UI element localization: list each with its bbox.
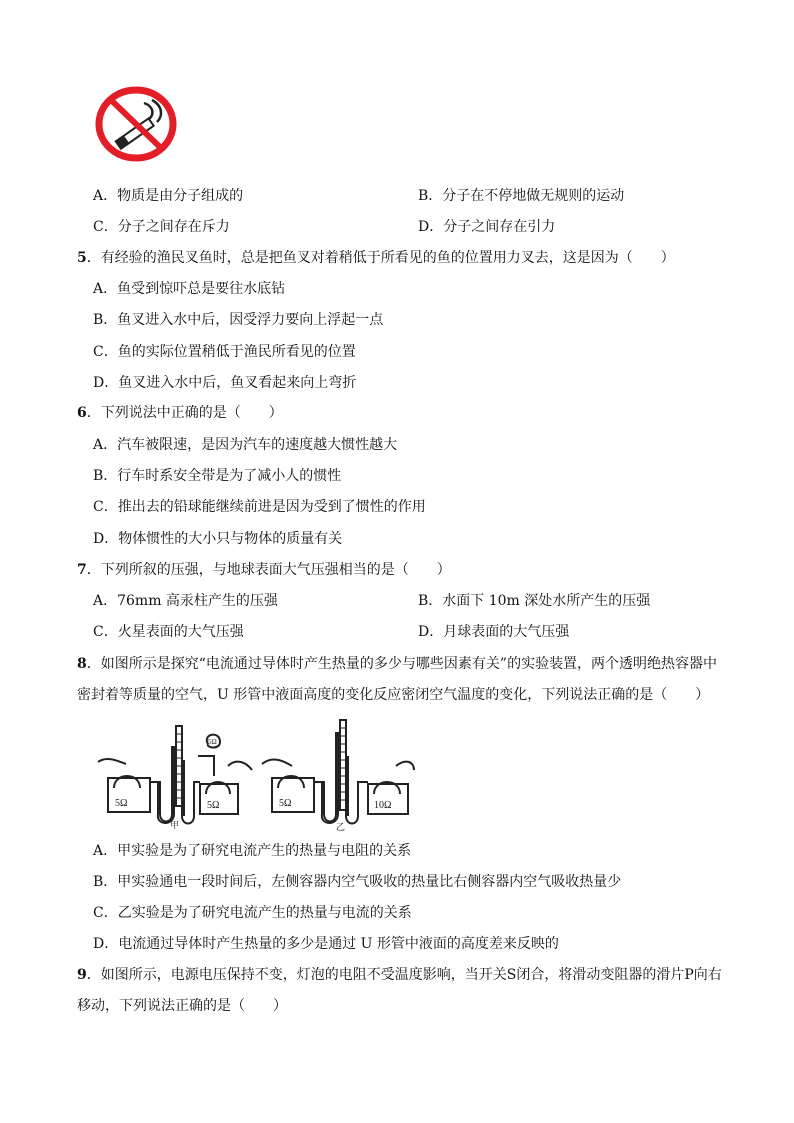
q8-option-d: D．电流通过导体时产生热量的多少是通过 U 形管中液面的高度差来反映的 bbox=[93, 936, 559, 952]
q7-stem-text: ．下列所叙的压强，与地球表面大气压强相当的是（ ） bbox=[86, 562, 451, 578]
q4-option-c: C．分子之间存在斥力 bbox=[93, 219, 230, 235]
resistor-5-left-yi: 5Ω bbox=[279, 798, 292, 809]
q8-apparatus-figure bbox=[96, 716, 416, 832]
q8-option-c: C．乙实验是为了研究电流产生的热量与电流的关系 bbox=[93, 905, 412, 921]
q5-stem bbox=[77, 248, 675, 268]
q6-option-b: B．行车时系安全带是为了减小人的惯性 bbox=[93, 468, 342, 484]
q7-stem bbox=[77, 560, 451, 580]
figure-label-yi: 乙 bbox=[336, 823, 346, 832]
q4-option-d: D．分子之间存在引力 bbox=[418, 219, 556, 235]
q8-stem-text-1: ．如图所示是探究“电流通过导体时产生热量的多少与哪些因素有关”的实验装置，两个透明绝热容器中 bbox=[86, 656, 718, 672]
q9-number: 9 bbox=[77, 967, 87, 983]
q7-option-d: D．月球表面的大气压强 bbox=[418, 624, 570, 640]
q6-option-d: D．物体惯性的大小只与物体的质量有关 bbox=[93, 531, 343, 547]
q6-stem bbox=[77, 403, 283, 423]
q7-option-a: A．76mm 高汞柱产生的压强 bbox=[93, 593, 278, 609]
q5-option-b: B．鱼叉进入水中后，因受浮力要向上浮起一点 bbox=[93, 312, 384, 328]
q6-number: 6 bbox=[77, 405, 87, 421]
q7-option-b: B．水面下 10m 深处水所产生的压强 bbox=[418, 593, 651, 609]
q5-option-c: C．鱼的实际位置稍低于渔民所看见的位置 bbox=[93, 344, 356, 360]
q7-option-c: C．火星表面的大气压强 bbox=[93, 624, 244, 640]
q5-stem-text: ．有经验的渔民叉鱼时，总是把鱼叉对着稍低于所看见的鱼的位置用力叉去，这是因为（ ） bbox=[86, 250, 675, 266]
q5-number: 5 bbox=[77, 250, 87, 266]
q5-option-a: A．鱼受到惊吓总是要往水底钻 bbox=[93, 281, 286, 297]
q4-option-b: B．分子在不停地做无规则的运动 bbox=[418, 188, 625, 204]
q9-stem-line2: 移动，下列说法正确的是（ ） bbox=[77, 998, 287, 1014]
resistor-5-right-jia: 5Ω bbox=[207, 800, 220, 811]
q4-option-a: A．物质是由分子组成的 bbox=[93, 188, 244, 204]
q8-option-a: A．甲实验是为了研究电流产生的热量与电阻的关系 bbox=[93, 843, 412, 859]
q8-stem-line1 bbox=[77, 654, 717, 674]
q6-option-a: A．汽车被限速，是因为汽车的速度越大惯性越大 bbox=[93, 437, 398, 453]
figure-label-jia: 甲 bbox=[170, 821, 180, 831]
q5-option-d: D．鱼叉进入水中后，鱼叉看起来向上弯折 bbox=[93, 375, 357, 391]
q9-stem-line1 bbox=[77, 965, 722, 985]
no-smoking-sign bbox=[95, 86, 177, 162]
q8-number: 8 bbox=[77, 656, 87, 672]
q8-stem-line2: 密封着等质量的空气，U 形管中液面高度的变化反应密闭空气温度的变化，下列说法正确的是（ ） bbox=[77, 687, 710, 703]
q6-stem-text: ．下列说法中正确的是（ ） bbox=[86, 405, 283, 421]
resistor-5-outer-jia: 5Ω bbox=[208, 738, 217, 746]
q7-number: 7 bbox=[77, 562, 87, 578]
resistor-5-left-jia: 5Ω bbox=[115, 798, 128, 809]
q8-option-b: B．甲实验通电一段时间后，左侧容器内空气吸收的热量比右侧容器内空气吸收热量少 bbox=[93, 874, 622, 890]
resistor-10-right-yi: 10Ω bbox=[374, 800, 392, 811]
q9-stem-text-1: ．如图所示，电源电压保持不变，灯泡的电阻不受温度影响，当开关S闭合，将滑动变阻器的滑片P向右 bbox=[86, 967, 722, 983]
q6-option-c: C．推出去的铅球能继续前进是因为受到了惯性的作用 bbox=[93, 499, 426, 515]
